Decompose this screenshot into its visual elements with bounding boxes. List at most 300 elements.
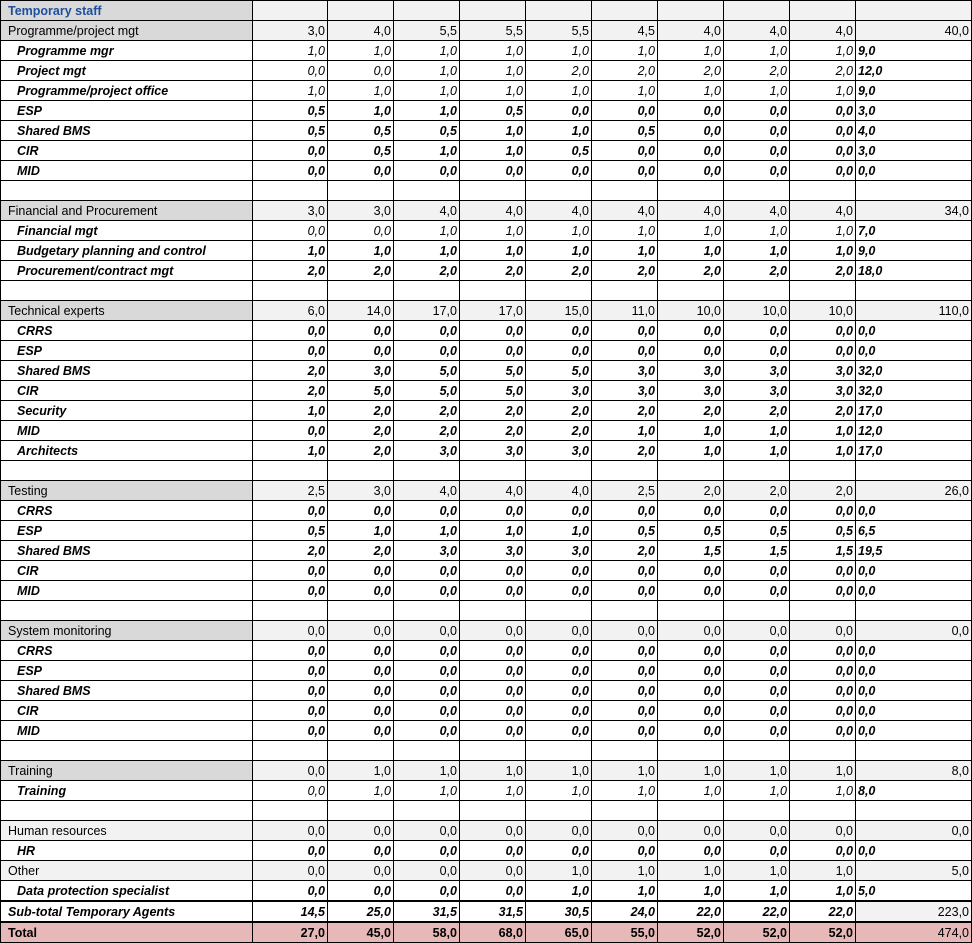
empty-cell — [253, 741, 328, 761]
row-value: 2,0 — [328, 401, 394, 421]
section-label: Financial and Procurement — [1, 201, 253, 221]
row-value: 0,0 — [394, 501, 460, 521]
row-value: 0,0 — [592, 161, 658, 181]
section-label: Testing — [1, 481, 253, 501]
section-header-row — [1, 821, 972, 841]
section-header-row — [1, 201, 972, 221]
row-value: 0,0 — [460, 881, 526, 902]
empty-cell — [460, 461, 526, 481]
row-value: 1,0 — [328, 241, 394, 261]
empty-cell — [1, 601, 253, 621]
row-value: 0,0 — [658, 321, 724, 341]
grand-total-value: 52,0 — [724, 922, 790, 943]
row-label: MID — [1, 161, 253, 181]
subtotal-value: 31,5 — [460, 901, 526, 922]
table-row — [1, 81, 972, 101]
row-value: 1,0 — [526, 241, 592, 261]
subtotal-value: 31,5 — [394, 901, 460, 922]
row-value: 1,0 — [526, 41, 592, 61]
empty-cell — [658, 741, 724, 761]
empty-cell — [253, 1, 328, 21]
row-total: 0,0 — [856, 161, 972, 181]
row-value: 0,0 — [724, 661, 790, 681]
section-value: 17,0 — [460, 301, 526, 321]
section-value: 1,0 — [790, 761, 856, 781]
row-value: 0,0 — [328, 161, 394, 181]
empty-cell — [856, 181, 972, 201]
row-value: 1,0 — [526, 881, 592, 902]
section-value: 0,0 — [394, 821, 460, 841]
row-value: 0,0 — [526, 321, 592, 341]
row-value: 2,0 — [592, 541, 658, 561]
row-total: 0,0 — [856, 681, 972, 701]
section-header-row — [1, 481, 972, 501]
row-value: 5,0 — [526, 361, 592, 381]
empty-cell — [856, 601, 972, 621]
row-value: 1,0 — [592, 421, 658, 441]
empty-cell — [253, 281, 328, 301]
empty-cell — [658, 601, 724, 621]
subtotal-value: 22,0 — [790, 901, 856, 922]
row-value: 0,0 — [328, 841, 394, 861]
section-value: 0,0 — [253, 861, 328, 881]
section-label: Programme/project mgt — [1, 21, 253, 41]
subtotal-label: Sub-total Temporary Agents — [1, 901, 253, 922]
section-value: 4,0 — [592, 201, 658, 221]
row-value: 0,0 — [526, 681, 592, 701]
section-value: 0,0 — [328, 861, 394, 881]
section-value: 0,0 — [460, 821, 526, 841]
empty-cell — [460, 181, 526, 201]
section-label: Human resources — [1, 821, 253, 841]
row-value: 2,0 — [328, 421, 394, 441]
row-value: 0,0 — [790, 841, 856, 861]
row-value: 2,0 — [460, 401, 526, 421]
row-value: 2,0 — [592, 61, 658, 81]
row-value: 2,0 — [394, 401, 460, 421]
row-value: 0,0 — [724, 341, 790, 361]
row-value: 0,0 — [394, 701, 460, 721]
row-value: 1,0 — [592, 81, 658, 101]
section-value: 3,0 — [328, 201, 394, 221]
row-value: 3,0 — [394, 541, 460, 561]
empty-cell — [658, 1, 724, 21]
row-value: 0,0 — [790, 661, 856, 681]
row-value: 0,0 — [724, 681, 790, 701]
row-value: 0,0 — [460, 701, 526, 721]
row-value: 5,0 — [460, 361, 526, 381]
row-value: 0,0 — [526, 841, 592, 861]
row-value: 0,0 — [460, 721, 526, 741]
row-value: 0,0 — [592, 661, 658, 681]
row-value: 2,0 — [592, 441, 658, 461]
row-value: 0,0 — [526, 721, 592, 741]
empty-cell — [253, 801, 328, 821]
empty-cell — [394, 601, 460, 621]
grand-total-label: Total — [1, 922, 253, 943]
row-value: 1,0 — [253, 41, 328, 61]
row-value: 1,0 — [790, 881, 856, 902]
row-value: 0,0 — [790, 101, 856, 121]
empty-cell — [592, 181, 658, 201]
section-value: 0,0 — [328, 821, 394, 841]
empty-cell — [724, 281, 790, 301]
empty-cell — [790, 801, 856, 821]
title-row — [1, 1, 972, 21]
row-label: Data protection specialist — [1, 881, 253, 902]
section-value: 1,0 — [592, 861, 658, 881]
spacer-row — [1, 281, 972, 301]
row-value: 0,0 — [526, 661, 592, 681]
row-value: 3,0 — [724, 381, 790, 401]
row-value: 0,0 — [790, 581, 856, 601]
row-value: 1,0 — [253, 81, 328, 101]
section-value: 1,0 — [724, 861, 790, 881]
empty-cell — [1, 181, 253, 201]
row-value: 1,5 — [724, 541, 790, 561]
row-label: HR — [1, 841, 253, 861]
row-value: 0,0 — [790, 721, 856, 741]
row-value: 0,5 — [253, 121, 328, 141]
row-label: Shared BMS — [1, 681, 253, 701]
row-value: 1,0 — [790, 241, 856, 261]
row-value: 1,0 — [460, 221, 526, 241]
row-value: 1,0 — [724, 421, 790, 441]
empty-cell — [658, 181, 724, 201]
row-value: 0,0 — [526, 341, 592, 361]
row-value: 0,0 — [592, 701, 658, 721]
empty-cell — [724, 1, 790, 21]
row-total: 0,0 — [856, 561, 972, 581]
section-value: 2,0 — [658, 481, 724, 501]
row-value: 0,0 — [253, 781, 328, 801]
section-value: 6,0 — [253, 301, 328, 321]
section-value: 1,0 — [526, 761, 592, 781]
row-total: 0,0 — [856, 721, 972, 741]
row-value: 0,0 — [328, 661, 394, 681]
row-value: 3,0 — [526, 441, 592, 461]
row-value: 3,0 — [658, 361, 724, 381]
subtotal-value: 14,5 — [253, 901, 328, 922]
section-value: 14,0 — [328, 301, 394, 321]
row-value: 0,0 — [328, 221, 394, 241]
row-value: 0,0 — [394, 321, 460, 341]
row-value: 1,0 — [724, 781, 790, 801]
row-value: 3,0 — [460, 441, 526, 461]
row-value: 0,5 — [253, 521, 328, 541]
row-value: 1,0 — [394, 141, 460, 161]
row-value: 0,5 — [328, 121, 394, 141]
row-value: 2,0 — [460, 421, 526, 441]
section-value: 0,0 — [658, 821, 724, 841]
table-row — [1, 381, 972, 401]
section-value: 4,0 — [526, 481, 592, 501]
row-total: 0,0 — [856, 341, 972, 361]
empty-cell — [658, 281, 724, 301]
empty-cell — [1, 741, 253, 761]
empty-cell — [328, 741, 394, 761]
row-value: 1,5 — [658, 541, 724, 561]
row-value: 1,0 — [724, 441, 790, 461]
row-total: 0,0 — [856, 841, 972, 861]
row-value: 2,0 — [526, 421, 592, 441]
row-value: 0,0 — [658, 681, 724, 701]
row-label: MID — [1, 721, 253, 741]
row-label: CRRS — [1, 501, 253, 521]
row-total: 17,0 — [856, 401, 972, 421]
empty-cell — [790, 461, 856, 481]
row-value: 0,0 — [790, 701, 856, 721]
row-value: 0,0 — [724, 561, 790, 581]
section-value: 0,0 — [526, 821, 592, 841]
empty-cell — [526, 281, 592, 301]
section-header-row — [1, 761, 972, 781]
section-value: 2,0 — [790, 481, 856, 501]
row-value: 0,0 — [460, 161, 526, 181]
row-label: Programme mgr — [1, 41, 253, 61]
grand-total-value: 27,0 — [253, 922, 328, 943]
row-value: 0,0 — [592, 341, 658, 361]
empty-cell — [526, 181, 592, 201]
empty-cell — [856, 1, 972, 21]
row-value: 0,0 — [790, 161, 856, 181]
row-value: 0,0 — [394, 341, 460, 361]
row-label: CIR — [1, 701, 253, 721]
grand-total-value: 55,0 — [592, 922, 658, 943]
row-value: 0,0 — [253, 161, 328, 181]
row-value: 0,0 — [328, 641, 394, 661]
empty-cell — [394, 181, 460, 201]
row-value: 2,0 — [790, 61, 856, 81]
row-value: 2,0 — [526, 61, 592, 81]
row-value: 0,0 — [328, 681, 394, 701]
empty-cell — [526, 461, 592, 481]
row-value: 0,0 — [658, 641, 724, 661]
section-value: 4,0 — [790, 201, 856, 221]
row-value: 1,0 — [460, 521, 526, 541]
empty-cell — [526, 601, 592, 621]
row-value: 0,0 — [724, 501, 790, 521]
table-row — [1, 141, 972, 161]
table-row — [1, 241, 972, 261]
table-row — [1, 401, 972, 421]
row-total: 32,0 — [856, 381, 972, 401]
empty-cell — [856, 741, 972, 761]
empty-cell — [658, 461, 724, 481]
row-label: Programme/project office — [1, 81, 253, 101]
table-row — [1, 841, 972, 861]
row-value: 0,0 — [790, 641, 856, 661]
row-value: 2,0 — [526, 261, 592, 281]
row-value: 0,0 — [253, 581, 328, 601]
section-value: 17,0 — [394, 301, 460, 321]
row-value: 0,0 — [658, 121, 724, 141]
row-value: 3,0 — [724, 361, 790, 381]
row-value: 1,0 — [658, 441, 724, 461]
row-value: 0,0 — [253, 321, 328, 341]
row-value: 0,0 — [253, 661, 328, 681]
section-value: 4,0 — [724, 21, 790, 41]
section-value: 2,5 — [592, 481, 658, 501]
row-label: Shared BMS — [1, 361, 253, 381]
row-value: 2,0 — [790, 261, 856, 281]
empty-cell — [394, 1, 460, 21]
grand-total-value: 45,0 — [328, 922, 394, 943]
row-value: 2,0 — [394, 421, 460, 441]
table-row — [1, 721, 972, 741]
section-label: Other — [1, 861, 253, 881]
row-total: 8,0 — [856, 781, 972, 801]
empty-cell — [328, 281, 394, 301]
table-row — [1, 121, 972, 141]
section-value: 0,0 — [253, 621, 328, 641]
empty-cell — [394, 461, 460, 481]
row-value: 0,0 — [724, 701, 790, 721]
row-total: 12,0 — [856, 61, 972, 81]
subtotal-value: 30,5 — [526, 901, 592, 922]
spacer-row — [1, 601, 972, 621]
empty-cell — [724, 801, 790, 821]
empty-cell — [592, 461, 658, 481]
row-value: 2,0 — [253, 541, 328, 561]
row-value: 2,0 — [592, 401, 658, 421]
row-value: 3,0 — [328, 361, 394, 381]
row-total: 3,0 — [856, 141, 972, 161]
section-total: 34,0 — [856, 201, 972, 221]
section-value: 10,0 — [724, 301, 790, 321]
row-value: 0,0 — [394, 841, 460, 861]
row-value: 0,0 — [328, 561, 394, 581]
table-row — [1, 361, 972, 381]
table-row — [1, 661, 972, 681]
section-value: 0,0 — [253, 761, 328, 781]
grand-total-value: 68,0 — [460, 922, 526, 943]
row-value: 0,0 — [724, 721, 790, 741]
row-value: 0,0 — [460, 841, 526, 861]
empty-cell — [253, 461, 328, 481]
row-value: 0,0 — [658, 701, 724, 721]
row-value: 1,0 — [592, 41, 658, 61]
empty-cell — [790, 741, 856, 761]
row-value: 1,0 — [658, 421, 724, 441]
row-value: 0,0 — [253, 841, 328, 861]
empty-cell — [592, 281, 658, 301]
row-value: 1,0 — [658, 81, 724, 101]
table-row — [1, 561, 972, 581]
empty-cell — [724, 181, 790, 201]
row-total: 0,0 — [856, 701, 972, 721]
row-value: 0,0 — [526, 561, 592, 581]
section-value: 0,0 — [394, 861, 460, 881]
empty-cell — [592, 601, 658, 621]
row-label: CRRS — [1, 641, 253, 661]
row-value: 1,0 — [394, 61, 460, 81]
grand-total-value: 65,0 — [526, 922, 592, 943]
row-value: 1,0 — [526, 121, 592, 141]
row-value: 2,0 — [253, 381, 328, 401]
section-header-row — [1, 301, 972, 321]
section-value: 0,0 — [724, 621, 790, 641]
row-value: 0,0 — [790, 141, 856, 161]
section-value: 2,0 — [724, 481, 790, 501]
row-total: 17,0 — [856, 441, 972, 461]
row-value: 0,0 — [394, 641, 460, 661]
row-value: 1,0 — [328, 101, 394, 121]
row-value: 0,0 — [328, 881, 394, 902]
row-label: Shared BMS — [1, 541, 253, 561]
row-value: 0,0 — [658, 341, 724, 361]
section-value: 4,0 — [658, 21, 724, 41]
section-value: 4,0 — [460, 201, 526, 221]
section-value: 10,0 — [658, 301, 724, 321]
section-total: 0,0 — [856, 821, 972, 841]
row-value: 2,0 — [328, 541, 394, 561]
empty-cell — [394, 801, 460, 821]
row-total: 32,0 — [856, 361, 972, 381]
section-label: Training — [1, 761, 253, 781]
section-value: 0,0 — [526, 621, 592, 641]
row-value: 1,0 — [328, 521, 394, 541]
section-value: 0,0 — [394, 621, 460, 641]
row-value: 0,5 — [253, 101, 328, 121]
row-value: 0,0 — [460, 341, 526, 361]
row-value: 0,0 — [253, 221, 328, 241]
row-value: 0,0 — [592, 101, 658, 121]
section-value: 1,0 — [394, 761, 460, 781]
empty-cell — [856, 801, 972, 821]
row-value: 3,0 — [592, 381, 658, 401]
row-total: 7,0 — [856, 221, 972, 241]
row-value: 5,0 — [394, 361, 460, 381]
row-value: 3,0 — [394, 441, 460, 461]
empty-cell — [526, 1, 592, 21]
row-value: 1,0 — [526, 521, 592, 541]
empty-cell — [790, 601, 856, 621]
row-value: 0,0 — [790, 321, 856, 341]
row-value: 0,0 — [592, 321, 658, 341]
row-value: 0,0 — [658, 581, 724, 601]
row-value: 3,0 — [790, 381, 856, 401]
table-row — [1, 61, 972, 81]
row-value: 0,0 — [526, 501, 592, 521]
row-value: 1,5 — [790, 541, 856, 561]
row-value: 0,5 — [790, 521, 856, 541]
row-label: Project mgt — [1, 61, 253, 81]
row-value: 2,0 — [394, 261, 460, 281]
row-value: 0,0 — [460, 661, 526, 681]
row-value: 1,0 — [790, 221, 856, 241]
row-total: 0,0 — [856, 581, 972, 601]
row-value: 5,0 — [394, 381, 460, 401]
empty-cell — [328, 601, 394, 621]
empty-cell — [592, 741, 658, 761]
section-value: 1,0 — [658, 861, 724, 881]
row-value: 1,0 — [724, 241, 790, 261]
empty-cell — [460, 601, 526, 621]
row-value: 1,0 — [724, 881, 790, 902]
empty-cell — [724, 601, 790, 621]
row-value: 1,0 — [460, 41, 526, 61]
row-value: 1,0 — [790, 421, 856, 441]
row-value: 0,0 — [253, 421, 328, 441]
row-value: 0,0 — [394, 581, 460, 601]
section-value: 5,5 — [526, 21, 592, 41]
row-value: 0,0 — [658, 141, 724, 161]
spacer-row — [1, 181, 972, 201]
row-value: 1,0 — [460, 61, 526, 81]
row-total: 5,0 — [856, 881, 972, 902]
row-value: 0,0 — [790, 561, 856, 581]
